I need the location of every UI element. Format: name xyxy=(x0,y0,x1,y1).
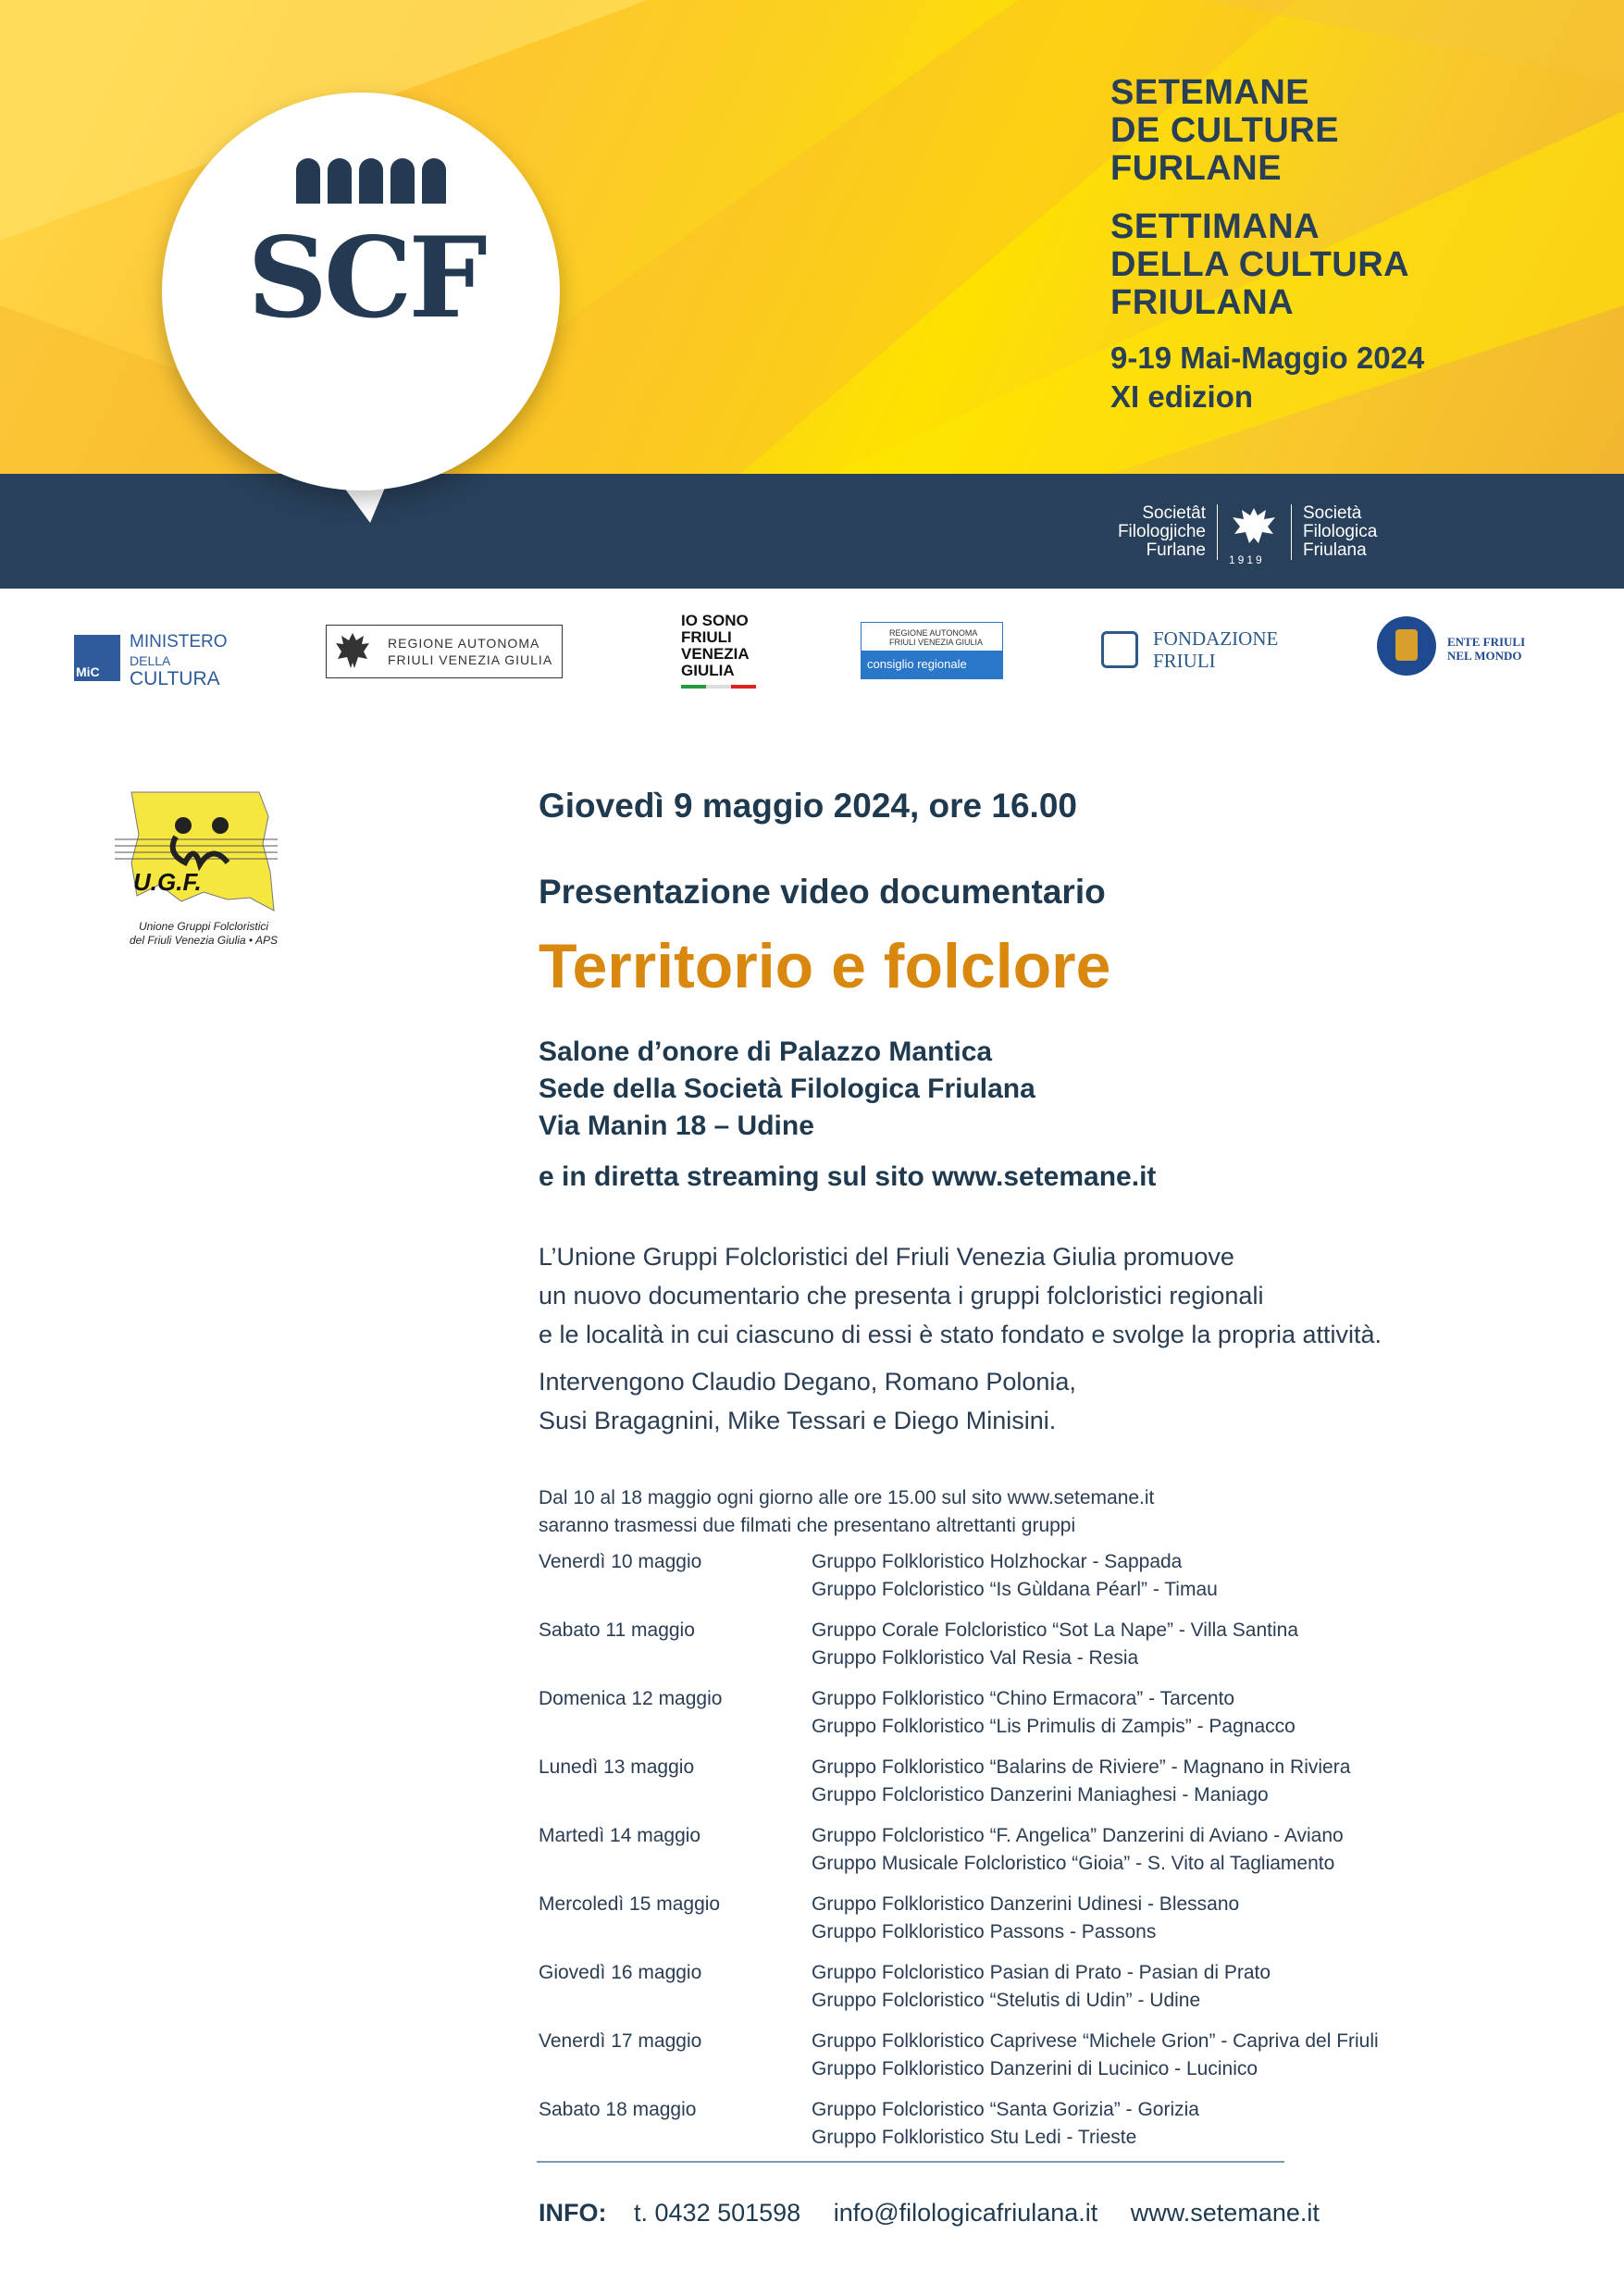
io-sono-fvg-logo: IO SONO FRIULI VENEZIA GIULIA xyxy=(681,613,774,690)
schedule-group: Gruppo Folcloristico “Santa Gorizia” - Gorizia xyxy=(812,2099,1199,2120)
festival-title xyxy=(1110,74,1424,416)
festival-dates: 9-19 Mai-Maggio 2024 xyxy=(1110,341,1425,375)
ugf-mark: U.G.F. xyxy=(133,868,202,896)
schedule-group: Gruppo Folkloristico Val Resia - Resia xyxy=(812,1647,1139,1669)
schedule-day: Sabato 11 maggio xyxy=(539,1620,695,1641)
title-furlan-line-1: SETEMANE xyxy=(1110,73,1310,112)
sponsor-logos-row xyxy=(0,611,1624,703)
event-presentation: Presentazione video documentario xyxy=(539,873,1106,911)
schedule-row xyxy=(539,1962,1464,2030)
schedule-group: Gruppo Folkloristico Stu Ledi - Trieste xyxy=(812,2127,1137,2148)
schedule-row xyxy=(539,2030,1464,2099)
schedule-group: Gruppo Folkloristico “Balarins de Riviere” - Magnano in Riviera xyxy=(812,1756,1351,1778)
ministero-cultura-logo: MiC MINISTERO DELLA CULTURA xyxy=(76,632,228,689)
schedule-intro: Dal 10 al 18 maggio ogni giorno alle ore 15.00 sul sito www.setemane.it saranno trasmessi due filmati che presentano altrettanti gruppi xyxy=(539,1487,1155,1536)
schedule-day: Giovedì 16 maggio xyxy=(539,1962,702,1983)
schedule-group: Gruppo Folkloristico Caprivese “Michele Grion” - Capriva del Friuli xyxy=(812,2030,1379,2052)
scf-colonnade-icon xyxy=(231,148,500,213)
festival-edition: XI edizion xyxy=(1110,379,1254,414)
info-phone: t. 0432 501598 xyxy=(634,2199,801,2227)
ugf-caption: Unione Gruppi Folcloristici del Friuli Venezia Giulia • APS xyxy=(129,920,279,947)
ugf-region-map-icon xyxy=(111,788,296,918)
schedule-group: Gruppo Folkloristico Danzerini di Lucinico - Lucinico xyxy=(812,2058,1258,2079)
schedule-list xyxy=(539,1551,1464,2167)
schedule-row xyxy=(539,1893,1464,1962)
society-name-furlan: Societât Filologjiche Furlane xyxy=(1117,503,1206,560)
event-date: Giovedì 9 maggio 2024, ore 16.00 xyxy=(539,787,1077,825)
event-title: Territorio e folclore xyxy=(539,931,1111,1001)
event-venue: Salone d’onore di Palazzo Mantica Sede della Società Filologica Friulana Via Manin 18 – Udine xyxy=(539,1036,1035,1141)
scf-logo-text: SCF xyxy=(247,213,484,343)
schedule-group: Gruppo Corale Folcloristico “Sot La Nape” - Villa Santina xyxy=(812,1620,1299,1641)
info-website[interactable]: www.setemane.it xyxy=(1130,2199,1320,2227)
schedule-group: Gruppo Folkloristico Passons - Passons xyxy=(812,1921,1157,1942)
title-italian-line-1: SETTIMANA xyxy=(1110,207,1320,246)
schedule-group: Gruppo Folcloristico Danzerini Maniaghesi - Maniago xyxy=(812,1784,1269,1806)
society-name-italian: Società Filologica Friulana xyxy=(1303,503,1378,560)
eagle-icon xyxy=(334,631,371,672)
event-description: L’Unione Gruppi Folcloristici del Friuli Venezia Giulia promuove un nuovo documentario che presenta i gruppi folcloristici regionali e le località in cui ciascuno di essi è stato fondato e svolge la propria attività. xyxy=(539,1243,1382,1348)
schedule-row xyxy=(539,1551,1464,1620)
schedule-group: Gruppo Folkloristico Danzerini Udinesi - Blessano xyxy=(812,1893,1240,1915)
schedule-row xyxy=(539,1620,1464,1688)
info-footer xyxy=(539,2199,1345,2228)
title-italian-line-2: DELLA CULTURA xyxy=(1110,245,1410,284)
info-label: INFO: xyxy=(539,2199,607,2227)
footer-divider xyxy=(537,2161,1284,2163)
ugf-logo xyxy=(111,788,296,955)
schedule-day: Martedì 14 maggio xyxy=(539,1825,701,1846)
ente-friuli-nel-mondo-logo: ENTE FRIULI NEL MONDO xyxy=(1377,616,1562,681)
schedule-day: Domenica 12 maggio xyxy=(539,1688,723,1709)
schedule-row xyxy=(539,1688,1464,1756)
event-streaming: e in diretta streaming sul sito www.setemane.it xyxy=(539,1161,1157,1192)
schedule-group: Gruppo Folcloristico “Stelutis di Udin” - Udine xyxy=(812,1990,1201,2011)
regione-fvg-logo: REGIONE AUTONOMA FRIULI VENEZIA GIULIA xyxy=(326,625,563,678)
society-year: 1919 xyxy=(1229,553,1265,566)
schedule-row xyxy=(539,1756,1464,1825)
schedule-group: Gruppo Folcloristico Pasian di Prato - Pasian di Prato xyxy=(812,1962,1271,1983)
info-email[interactable]: info@filologicafriulana.it xyxy=(833,2199,1098,2227)
schedule-row xyxy=(539,1825,1464,1893)
title-furlan-line-2: DE CULTURE xyxy=(1110,111,1340,150)
fondazione-friuli-logo: FONDAZIONE FRIULI xyxy=(1101,622,1295,683)
schedule-day: Venerdì 10 maggio xyxy=(539,1551,702,1572)
schedule-group: Gruppo Folcloristico “Is Gùldana Péarl” - Timau xyxy=(812,1579,1218,1600)
schedule-group: Gruppo Folkloristico Holzhockar - Sappada xyxy=(812,1551,1183,1572)
schedule-group: Gruppo Folkloristico “Lis Primulis di Zampis” - Pagnacco xyxy=(812,1716,1295,1737)
schedule-day: Mercoledì 15 maggio xyxy=(539,1893,721,1915)
schedule-group: Gruppo Folcloristico “F. Angelica” Danzerini di Aviano - Aviano xyxy=(812,1825,1344,1846)
title-italian-line-3: FRIULANA xyxy=(1110,283,1295,322)
schedule-group: Gruppo Musicale Folcloristico “Gioia” - S. Vito al Tagliamento xyxy=(812,1853,1335,1874)
schedule-group: Gruppo Folkloristico “Chino Ermacora” - Tarcento xyxy=(812,1688,1235,1709)
eagle-icon xyxy=(1229,504,1279,549)
schedule-day: Venerdì 17 maggio xyxy=(539,2030,702,2052)
schedule-day: Sabato 18 maggio xyxy=(539,2099,697,2120)
title-furlan-line-3: FURLANE xyxy=(1110,149,1283,188)
schedule-row xyxy=(539,2099,1464,2167)
consiglio-regionale-logo: REGIONE AUTONOMA FRIULI VENEZIA GIULIA consiglio regionale xyxy=(861,622,1003,679)
schedule-day: Lunedì 13 maggio xyxy=(539,1756,695,1778)
event-speakers: Intervengono Claudio Degano, Romano Polonia, Susi Bragagnini, Mike Tessari e Diego Minisini. xyxy=(539,1368,1076,1434)
